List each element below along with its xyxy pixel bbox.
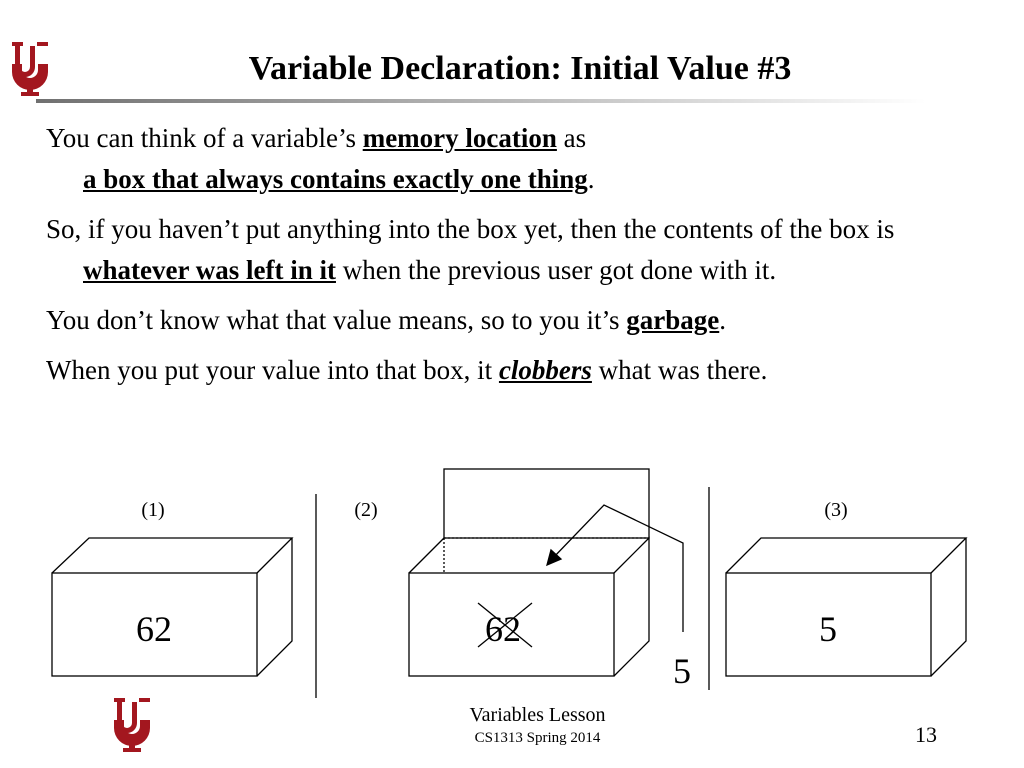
footer-lesson: Variables Lesson	[469, 704, 606, 726]
footer-course: CS1313 Spring 2014	[474, 730, 601, 746]
slide-footer	[400, 702, 675, 748]
box-2	[409, 469, 649, 676]
bullet-text: When you put your value into that box, it	[46, 355, 499, 385]
emphasis-box-one-thing: a box that always contains exactly one thing	[83, 164, 588, 194]
bullet-memory-location	[46, 118, 1006, 200]
university-logo-icon	[108, 694, 156, 758]
bullet-text: what was there.	[591, 355, 768, 385]
bullet-text: .	[587, 164, 595, 194]
bullet-box-contents	[46, 209, 1006, 291]
emphasis-memory-location: memory location	[362, 123, 557, 153]
bullet-text: So, if you haven’t put anything into the box yet, then the contents of the box is	[46, 214, 895, 244]
university-logo-icon	[6, 38, 54, 102]
page-number: 13	[915, 722, 937, 747]
slide-title: Variable Declaration: Initial Value #3	[248, 50, 792, 87]
panel-label-3: (3)	[824, 499, 848, 521]
bullet-garbage	[46, 300, 1006, 341]
bullet-text: You don’t know what that value means, so to you it’s	[46, 305, 627, 335]
box-diagram	[0, 460, 1024, 700]
insert-arrow-icon	[547, 505, 683, 632]
bullet-text: when the previous user got done with it.	[335, 255, 777, 285]
emphasis-clobbers: clobbers	[498, 355, 592, 385]
bullet-clobbers	[46, 350, 1006, 391]
box-2-old-value: 62	[485, 609, 521, 649]
emphasis-left-in-it: whatever was left in it	[83, 255, 336, 285]
bullet-list	[46, 118, 1006, 400]
box-1-value: 62	[136, 609, 172, 649]
bullet-text: as	[556, 123, 587, 153]
box-3-value: 5	[819, 609, 837, 649]
panel-label-2: (2)	[354, 499, 378, 521]
box-1	[52, 538, 292, 676]
box-3	[726, 538, 966, 676]
bullet-text: You can think of a variable’s	[46, 123, 363, 153]
panel-label-1: (1)	[141, 499, 165, 521]
emphasis-garbage: garbage	[626, 305, 720, 335]
incoming-value: 5	[673, 651, 691, 691]
box-2-open-lid	[444, 469, 649, 538]
bullet-text: .	[719, 305, 726, 335]
title-divider	[36, 99, 926, 103]
